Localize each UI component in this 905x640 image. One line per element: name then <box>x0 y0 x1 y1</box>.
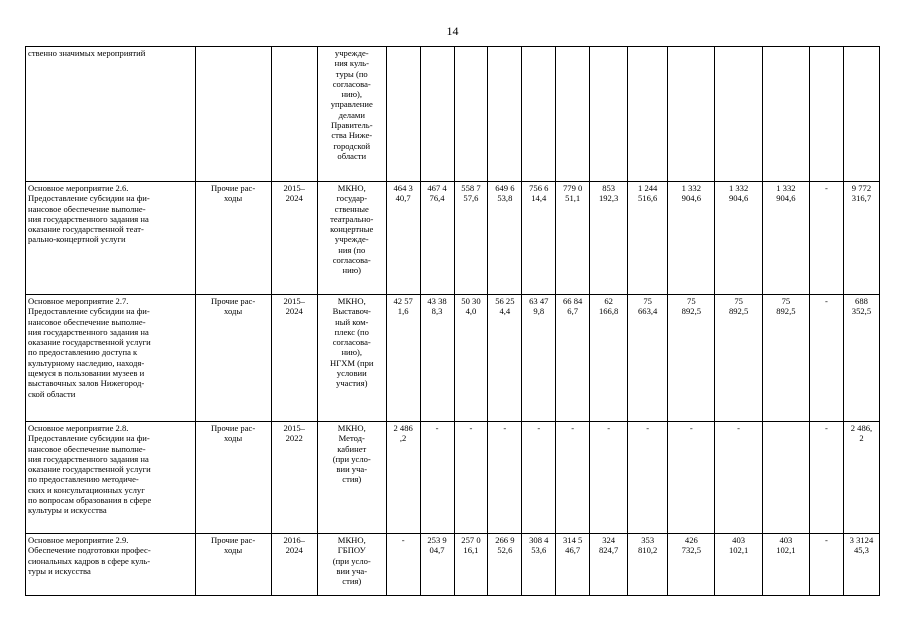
value-cell <box>386 47 420 182</box>
executor-cell: учрежде- ния куль- туры (по согласова- нию), управление делами Правитель- ства Ниже- городской области <box>317 47 386 182</box>
value-cell: 75 892,5 <box>715 295 762 422</box>
value-cell: 75 663,4 <box>628 295 668 422</box>
value-cell: 63 47 9,8 <box>522 295 556 422</box>
value-cell: 467 4 76,4 <box>420 182 454 295</box>
expense-type-cell: Прочие рас- ходы <box>195 422 271 534</box>
table-row <box>26 534 880 596</box>
executor-cell: МКНО, ГБПОУ (при усло- вии уча- стия) <box>317 534 386 596</box>
total-cell: 9 772 316,7 <box>843 182 879 295</box>
activity-name-cell: Основное мероприятие 2.6. Предоставление субсидии на фи- нансовое обеспечение выполне- ния государственного задания на оказание государственной теат- рально-концертной услуги <box>26 182 196 295</box>
table-row <box>26 422 880 534</box>
value-cell <box>590 47 628 182</box>
value-cell: - <box>488 422 522 534</box>
total-cell: 3 3124 45,3 <box>843 534 879 596</box>
table-row <box>26 47 880 182</box>
value-cell: 257 0 16,1 <box>454 534 488 596</box>
value-cell <box>762 422 809 534</box>
activity-name-cell: ственно значимых мероприятий <box>26 47 196 182</box>
value-cell <box>454 47 488 182</box>
value-cell: - <box>715 422 762 534</box>
value-cell <box>715 47 762 182</box>
value-cell: 2 486 ,2 <box>386 422 420 534</box>
value-cell: - <box>668 422 715 534</box>
expense-type-cell <box>195 47 271 182</box>
value-cell: 42 57 1,6 <box>386 295 420 422</box>
total-cell: 688 352,5 <box>843 295 879 422</box>
value-cell: - <box>420 422 454 534</box>
executor-cell: МКНО, государ- ственные театрально- концертные учрежде- ния (по согласова- нию) <box>317 182 386 295</box>
value-cell: 1 244 516,6 <box>628 182 668 295</box>
value-cell <box>420 47 454 182</box>
value-cell: 853 192,3 <box>590 182 628 295</box>
value-cell: 66 84 6,7 <box>556 295 590 422</box>
value-cell <box>522 47 556 182</box>
value-cell: 403 102,1 <box>762 534 809 596</box>
value-cell: - <box>454 422 488 534</box>
executor-cell: МКНО, Метод- кабинет (при усло- вии уча- стия) <box>317 422 386 534</box>
value-cell: - <box>810 182 844 295</box>
period-cell: 2015– 2024 <box>271 182 317 295</box>
period-cell: 2015– 2022 <box>271 422 317 534</box>
value-cell: 558 7 57,6 <box>454 182 488 295</box>
value-cell: 308 4 53,6 <box>522 534 556 596</box>
expense-type-cell: Прочие рас- ходы <box>195 182 271 295</box>
value-cell: - <box>628 422 668 534</box>
value-cell: 266 9 52,6 <box>488 534 522 596</box>
value-cell: 464 3 40,7 <box>386 182 420 295</box>
table-row <box>26 182 880 295</box>
value-cell: 426 732,5 <box>668 534 715 596</box>
period-cell <box>271 47 317 182</box>
value-cell: 75 892,5 <box>762 295 809 422</box>
executor-cell: МКНО, Выставоч- ный ком- плекс (по согласова- нию), НГХМ (при условии участия) <box>317 295 386 422</box>
value-cell: 75 892,5 <box>668 295 715 422</box>
page-number: 14 <box>446 24 459 38</box>
value-cell: 43 38 8,3 <box>420 295 454 422</box>
value-cell: - <box>810 295 844 422</box>
table-row <box>26 295 880 422</box>
total-cell: 2 486, 2 <box>843 422 879 534</box>
value-cell: 1 332 904,6 <box>762 182 809 295</box>
value-cell: - <box>590 422 628 534</box>
value-cell: 314 5 46,7 <box>556 534 590 596</box>
value-cell: - <box>522 422 556 534</box>
activity-name-cell: Основное мероприятие 2.7. Предоставление субсидии на фи- нансовое обеспечение выполне- ния государственного задания на оказание государственной услуги по предоставлению доступа к культурному наследию, находя- щемуся в пользовании музеев и выставочных залов Нижегород- ской области <box>26 295 196 422</box>
total-cell <box>843 47 879 182</box>
value-cell: - <box>810 422 844 534</box>
value-cell <box>556 47 590 182</box>
value-cell: - <box>810 534 844 596</box>
value-cell: 353 810,2 <box>628 534 668 596</box>
table-body <box>26 47 880 596</box>
activity-name-cell: Основное мероприятие 2.8. Предоставление субсидии на фи- нансовое обеспечение выполне- ния государственного задания на оказание государственной услуги по предоставлению методиче- ских и консультационных услуг по вопросам образования в сфере культуры и искусства <box>26 422 196 534</box>
value-cell: 62 166,8 <box>590 295 628 422</box>
activity-name-cell: Основное мероприятие 2.9. Обеспечение подготовки профес- сиональных кадров в сфере куль- туры и искусства <box>26 534 196 596</box>
value-cell <box>668 47 715 182</box>
value-cell: 56 25 4,4 <box>488 295 522 422</box>
value-cell <box>488 47 522 182</box>
value-cell: 779 0 51,1 <box>556 182 590 295</box>
value-cell: 756 6 14,4 <box>522 182 556 295</box>
value-cell: 50 30 4,0 <box>454 295 488 422</box>
value-cell <box>762 47 809 182</box>
value-cell: 253 9 04,7 <box>420 534 454 596</box>
value-cell: 403 102,1 <box>715 534 762 596</box>
value-cell: 649 6 53,8 <box>488 182 522 295</box>
value-cell: - <box>556 422 590 534</box>
value-cell: 1 332 904,6 <box>715 182 762 295</box>
period-cell: 2015– 2024 <box>271 295 317 422</box>
value-cell: - <box>386 534 420 596</box>
value-cell: 1 332 904,6 <box>668 182 715 295</box>
value-cell: 324 824,7 <box>590 534 628 596</box>
value-cell <box>810 47 844 182</box>
expense-type-cell: Прочие рас- ходы <box>195 534 271 596</box>
expense-type-cell: Прочие рас- ходы <box>195 295 271 422</box>
budget-table <box>25 46 880 596</box>
period-cell: 2016– 2024 <box>271 534 317 596</box>
value-cell <box>628 47 668 182</box>
